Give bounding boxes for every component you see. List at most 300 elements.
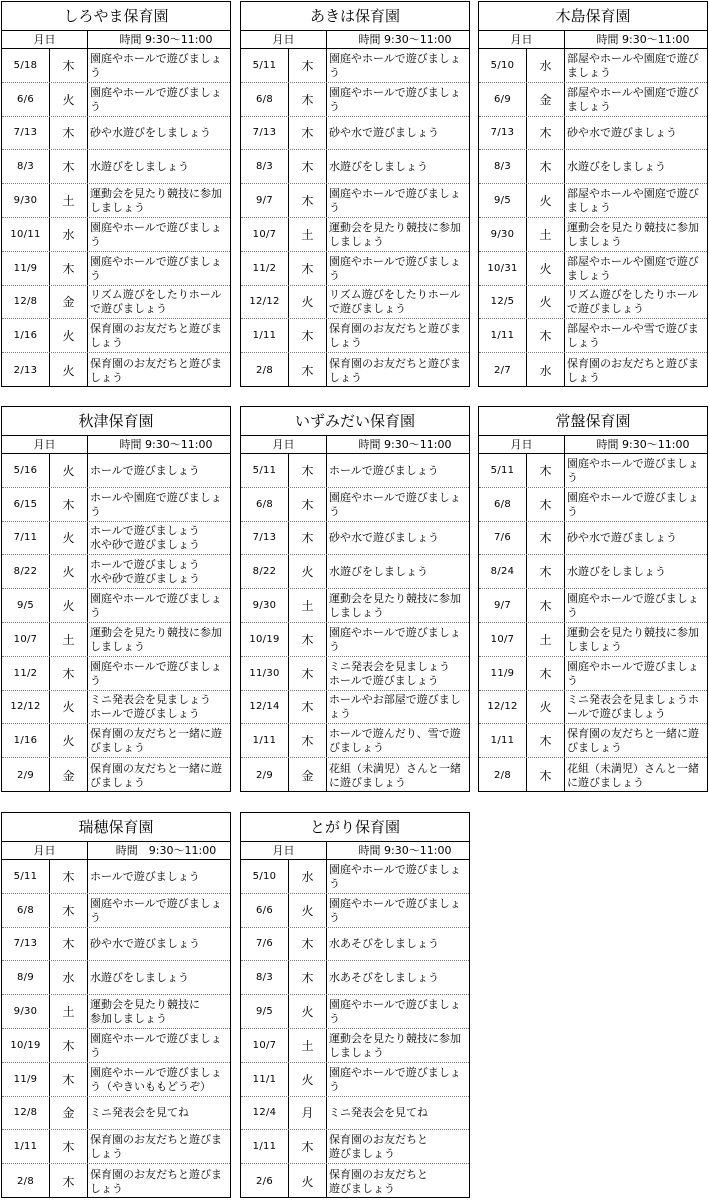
weekday-cell: 木 (289, 353, 327, 387)
date-cell: 7/6 (479, 522, 527, 555)
nursery-name: 木島保育園 (479, 2, 707, 31)
weekday-cell: 金 (50, 1097, 88, 1130)
date-column-header: 月日 (2, 436, 88, 453)
activity-text: 運動会を見たり競技に参加しましょう (329, 1031, 461, 1059)
weekday-cell: 木 (527, 117, 565, 150)
activity-cell (327, 454, 469, 487)
weekday-cell: 火 (50, 353, 88, 387)
table-row (2, 961, 230, 995)
schedule-panel (1, 406, 231, 792)
weekday-cell: 火 (289, 286, 327, 319)
table-body (241, 454, 469, 792)
time-column-header: 時間 9:30～11:00 (596, 438, 690, 451)
activity-text: 部屋やホールや園庭で遊びましょう (567, 85, 699, 113)
date-cell: 11/2 (2, 657, 50, 690)
weekday-cell: 木 (50, 117, 88, 150)
table-row (241, 319, 469, 353)
date-cell: 1/11 (479, 724, 527, 757)
activity-cell (327, 589, 469, 622)
weekday-cell: 木 (289, 488, 327, 521)
time-column-header: 時間 9:30～11:00 (596, 33, 690, 46)
activity-cell (88, 150, 230, 183)
table-row (479, 83, 707, 117)
schedule-panel (1, 812, 231, 1198)
table-row (2, 522, 230, 556)
activity-cell (565, 555, 707, 588)
table-row (241, 758, 469, 792)
activity-cell (565, 286, 707, 319)
weekday-cell: 火 (50, 691, 88, 724)
date-cell: 1/11 (2, 1130, 50, 1163)
activity-text: 保育園の友だちと一緒に遊びましょう (567, 727, 699, 755)
date-cell: 2/6 (241, 1164, 289, 1198)
activity-cell (327, 252, 469, 285)
date-cell: 10/7 (2, 623, 50, 656)
date-cell: 9/30 (241, 589, 289, 622)
activity-cell (88, 961, 230, 994)
activity-cell (88, 1164, 230, 1198)
weekday-cell: 火 (50, 319, 88, 352)
activity-cell (88, 1063, 230, 1096)
activity-cell (565, 252, 707, 285)
date-cell: 5/10 (241, 860, 289, 893)
date-cell: 9/5 (2, 589, 50, 622)
table-row (2, 454, 230, 488)
time-column-header: 時間 9:30～11:00 (358, 844, 452, 857)
activity-cell (88, 724, 230, 757)
date-cell: 8/9 (2, 961, 50, 994)
activity-text: 園庭やホールで遊びましょう (90, 51, 222, 79)
activity-text: 水あそびをしましょう (329, 971, 439, 985)
date-cell: 8/3 (479, 150, 527, 183)
activity-text: 園庭やホールで遊びましょう (329, 862, 461, 890)
table-row (479, 117, 707, 151)
activity-text: 園庭やホールで遊びましょう (90, 85, 222, 113)
table-row (241, 928, 469, 962)
date-cell: 2/8 (479, 758, 527, 792)
date-cell: 12/12 (2, 691, 50, 724)
nursery-name: 常盤保育園 (479, 407, 707, 436)
table-row (241, 184, 469, 218)
activity-text: 花組（未満児）さんと一緒に遊びましょう (567, 761, 699, 789)
table-row (241, 117, 469, 151)
table-row (241, 454, 469, 488)
activity-text: ホールで遊びましょう (90, 463, 200, 477)
date-cell: 5/11 (241, 49, 289, 82)
date-cell: 5/18 (2, 49, 50, 82)
weekday-cell: 水 (289, 860, 327, 893)
activity-text: 水遊びをしましょう (567, 160, 666, 174)
weekday-cell: 木 (50, 1063, 88, 1096)
weekday-cell: 火 (527, 184, 565, 217)
weekday-cell: 木 (50, 488, 88, 521)
weekday-cell: 土 (289, 589, 327, 622)
date-cell: 6/8 (479, 488, 527, 521)
activity-text: ミニ発表会を見ましょう ホールで遊びましょう (90, 693, 211, 721)
date-cell: 5/11 (241, 454, 289, 487)
date-cell: 11/1 (241, 1063, 289, 1096)
table-row (241, 150, 469, 184)
activity-cell (565, 319, 707, 352)
weekday-cell: 水 (50, 961, 88, 994)
table-row (241, 83, 469, 117)
date-cell: 12/5 (479, 286, 527, 319)
table-row (2, 1130, 230, 1164)
weekday-cell: 金 (527, 83, 565, 116)
weekday-cell: 木 (289, 623, 327, 656)
activity-cell (327, 691, 469, 724)
weekday-cell: 木 (289, 961, 327, 994)
date-cell: 12/8 (2, 1097, 50, 1130)
date-cell: 2/7 (479, 353, 527, 387)
schedule-panel (240, 812, 470, 1198)
table-row (2, 928, 230, 962)
weekday-cell: 火 (50, 454, 88, 487)
date-cell: 12/14 (241, 691, 289, 724)
activity-cell (565, 758, 707, 792)
weekday-cell: 月 (289, 1097, 327, 1130)
schedule-panel (240, 1, 470, 387)
table-header (2, 436, 230, 454)
activity-text: ホールやお部屋で遊びましょう (329, 693, 461, 721)
date-cell: 11/2 (241, 252, 289, 285)
activity-cell (88, 1097, 230, 1130)
date-cell: 8/22 (241, 555, 289, 588)
weekday-cell: 金 (50, 758, 88, 792)
table-row (2, 860, 230, 894)
schedule-panel (478, 1, 708, 387)
weekday-cell: 土 (289, 1029, 327, 1062)
table-row (241, 691, 469, 725)
activity-cell (88, 623, 230, 656)
date-cell: 6/8 (241, 83, 289, 116)
table-row (241, 894, 469, 928)
table-row (241, 860, 469, 894)
table-row (479, 555, 707, 589)
table-row (479, 184, 707, 218)
nursery-name: しろやま保育園 (2, 2, 230, 31)
date-cell: 10/7 (479, 623, 527, 656)
weekday-cell: 火 (289, 555, 327, 588)
table-header (479, 31, 707, 49)
activity-text: 園庭やホールで遊びましょう (329, 998, 461, 1026)
date-cell: 10/7 (241, 218, 289, 251)
date-cell: 7/13 (2, 928, 50, 961)
table-row (2, 83, 230, 117)
table-row (2, 150, 230, 184)
table-row (2, 589, 230, 623)
weekday-cell: 土 (289, 218, 327, 251)
table-row (241, 218, 469, 252)
activity-cell (88, 454, 230, 487)
activity-cell (565, 724, 707, 757)
activity-cell (327, 894, 469, 927)
table-row (479, 49, 707, 83)
activity-text: 保育園のお友だちと遊びましょう (90, 1167, 222, 1195)
table-row (479, 691, 707, 725)
weekday-cell: 木 (527, 589, 565, 622)
activity-text: ミニ発表会を見ましょう ホールで遊びましょう (329, 659, 450, 687)
activity-text: 部屋やホールや園庭で遊びましょう (567, 51, 699, 79)
activity-text: 園庭やホールで遊びましょう (567, 490, 699, 518)
activity-text: リズム遊びをしたりホールで遊びましょう (567, 288, 699, 316)
weekday-cell: 木 (289, 49, 327, 82)
table-body (241, 49, 469, 387)
activity-cell (88, 555, 230, 588)
activity-cell (88, 488, 230, 521)
table-header (241, 31, 469, 49)
table-row (2, 1029, 230, 1063)
weekday-cell: 木 (50, 1029, 88, 1062)
activity-cell (88, 218, 230, 251)
date-cell: 1/11 (241, 724, 289, 757)
activity-text: 部屋やホールや雪で遊びましょう (567, 322, 699, 350)
date-cell: 5/16 (2, 454, 50, 487)
weekday-cell: 金 (50, 286, 88, 319)
table-row (241, 657, 469, 691)
activity-cell (88, 353, 230, 387)
date-cell: 10/31 (479, 252, 527, 285)
date-column-header: 月日 (241, 31, 327, 48)
table-row (2, 319, 230, 353)
activity-text: ホールで遊びましょう (90, 869, 200, 883)
weekday-cell: 火 (50, 83, 88, 116)
date-cell: 8/24 (479, 555, 527, 588)
nursery-name: 瑞穂保育園 (2, 813, 230, 842)
weekday-cell: 木 (289, 252, 327, 285)
activity-cell (327, 150, 469, 183)
table-row (2, 1097, 230, 1131)
activity-text: 水遊びをしましょう (90, 971, 189, 985)
table-row (2, 894, 230, 928)
activity-cell (565, 454, 707, 487)
table-row (479, 623, 707, 657)
date-cell: 6/15 (2, 488, 50, 521)
table-header (479, 436, 707, 454)
table-row (2, 218, 230, 252)
activity-text: 運動会を見たり競技に参加しましょう (567, 220, 699, 248)
activity-text: ミニ発表会を見てね (329, 1106, 428, 1120)
activity-cell (327, 1130, 469, 1163)
date-cell: 11/30 (241, 657, 289, 690)
nursery-name: いずみだい保育園 (241, 407, 469, 436)
schedule-panel (478, 406, 708, 792)
activity-text: 水遊びをしましょう (329, 160, 428, 174)
activity-cell (88, 758, 230, 792)
table-row (479, 488, 707, 522)
activity-cell (327, 488, 469, 521)
table-row (2, 623, 230, 657)
activity-text: 保育園のお友だちと遊びましょう (329, 356, 461, 384)
activity-text: 園庭やホールで遊びましょう (329, 51, 461, 79)
activity-cell (88, 691, 230, 724)
table-header (2, 31, 230, 49)
activity-text: 園庭やホールで遊びましょう (567, 456, 699, 484)
weekday-cell: 木 (289, 724, 327, 757)
date-column-header: 月日 (241, 436, 327, 453)
table-row (241, 1164, 469, 1198)
activity-cell (565, 218, 707, 251)
time-column-header: 時間 9:30～11:00 (358, 33, 452, 46)
weekday-cell: 木 (527, 522, 565, 555)
table-row (241, 1029, 469, 1063)
activity-text: 保育園のお友だちと遊びましょう (329, 322, 461, 350)
weekday-cell: 火 (527, 252, 565, 285)
weekday-cell: 水 (527, 49, 565, 82)
activity-text: 砂や水で遊びましょう (567, 531, 677, 545)
activity-text: リズム遊びをしたりホールで遊びましょう (90, 288, 222, 316)
date-cell: 1/16 (2, 319, 50, 352)
activity-cell (565, 691, 707, 724)
nursery-name: 秋津保育園 (2, 407, 230, 436)
activity-text: 砂や水で遊びましょう (90, 937, 200, 951)
activity-text: 保育園のお友だちと遊びましょう (90, 322, 222, 350)
weekday-cell: 火 (289, 894, 327, 927)
date-cell: 6/9 (479, 83, 527, 116)
date-cell: 8/3 (2, 150, 50, 183)
weekday-cell: 木 (527, 555, 565, 588)
date-cell: 10/11 (2, 218, 50, 251)
activity-cell (327, 758, 469, 792)
weekday-cell: 火 (50, 589, 88, 622)
date-cell: 6/6 (2, 83, 50, 116)
weekday-cell: 木 (289, 928, 327, 961)
table-row (479, 252, 707, 286)
table-row (241, 353, 469, 387)
activity-cell (88, 928, 230, 961)
weekday-cell: 水 (527, 353, 565, 387)
date-column-header: 月日 (479, 436, 565, 453)
table-row (2, 555, 230, 589)
activity-text: ミニ発表会を見てね (90, 1106, 189, 1120)
time-column-header: 時間 9:30～11:00 (115, 844, 217, 857)
weekday-cell: 木 (50, 894, 88, 927)
date-cell: 7/13 (241, 117, 289, 150)
date-cell: 11/9 (479, 657, 527, 690)
date-cell: 1/11 (479, 319, 527, 352)
date-cell: 10/19 (241, 623, 289, 656)
table-row (2, 691, 230, 725)
activity-text: 保育園のお友だちと遊びましょう (567, 356, 699, 384)
activity-cell (88, 1130, 230, 1163)
activity-cell (565, 83, 707, 116)
activity-text: ホールで遊びましょう 水や砂で遊びましょう (90, 558, 200, 586)
date-cell: 7/13 (2, 117, 50, 150)
time-column-header: 時間 9:30～11:00 (119, 438, 213, 451)
time-column-header: 時間 9:30～11:00 (119, 33, 213, 46)
activity-cell (565, 184, 707, 217)
nursery-name: あきは保育園 (241, 2, 469, 31)
date-cell: 2/9 (2, 758, 50, 792)
weekday-cell: 火 (289, 1164, 327, 1198)
activity-cell (327, 928, 469, 961)
activity-cell (327, 218, 469, 251)
weekday-cell: 木 (289, 184, 327, 217)
date-cell: 2/13 (2, 353, 50, 387)
date-cell: 9/7 (241, 184, 289, 217)
date-cell: 5/11 (479, 454, 527, 487)
activity-cell (88, 184, 230, 217)
activity-text: 運動会を見たり競技に参加しましょう (329, 220, 461, 248)
activity-text: 園庭やホールで遊びましょう (90, 254, 222, 282)
table-header (241, 436, 469, 454)
weekday-cell: 木 (289, 522, 327, 555)
activity-cell (565, 657, 707, 690)
activity-text: 花組（未満児）さんと一緒に遊びましょう (329, 761, 461, 789)
date-cell: 5/10 (479, 49, 527, 82)
weekday-cell: 木 (289, 117, 327, 150)
activity-cell (88, 319, 230, 352)
weekday-cell: 火 (50, 724, 88, 757)
activity-text: 園庭やホールで遊びましょう (90, 659, 222, 687)
table-row (241, 1130, 469, 1164)
weekday-cell: 木 (527, 758, 565, 792)
activity-text: ホールで遊びましょう 水や砂で遊びましょう (90, 524, 200, 552)
date-cell: 9/30 (2, 184, 50, 217)
date-cell: 12/8 (2, 286, 50, 319)
weekday-cell: 木 (50, 150, 88, 183)
table-row (2, 657, 230, 691)
activity-cell (565, 488, 707, 521)
activity-cell (88, 252, 230, 285)
table-row (241, 724, 469, 758)
table-row (241, 49, 469, 83)
activity-cell (88, 1029, 230, 1062)
date-cell: 8/22 (2, 555, 50, 588)
weekday-cell: 木 (527, 319, 565, 352)
date-cell: 2/8 (241, 353, 289, 387)
date-cell: 11/9 (2, 1063, 50, 1096)
table-row (241, 252, 469, 286)
date-cell: 10/19 (2, 1029, 50, 1062)
weekday-cell: 木 (50, 657, 88, 690)
table-row (2, 252, 230, 286)
date-cell: 7/11 (2, 522, 50, 555)
date-cell: 1/11 (241, 1130, 289, 1163)
table-header (2, 842, 230, 860)
activity-text: ホールや園庭で遊びましょう (90, 490, 222, 518)
date-cell: 2/9 (241, 758, 289, 792)
table-row (241, 522, 469, 556)
activity-text: 水遊びをしましょう (329, 565, 428, 579)
date-cell: 5/11 (2, 860, 50, 893)
schedule-panel (240, 406, 470, 792)
date-cell: 7/6 (241, 928, 289, 961)
weekday-cell: 土 (50, 623, 88, 656)
weekday-cell: 木 (50, 252, 88, 285)
table-body (479, 49, 707, 387)
activity-cell (88, 657, 230, 690)
activity-cell (327, 860, 469, 893)
weekday-cell: 木 (50, 1164, 88, 1198)
activity-text: 水あそびをしましょう (329, 937, 439, 951)
table-body (2, 49, 230, 387)
activity-cell (565, 49, 707, 82)
activity-text: 砂や水遊びをしましょう (90, 126, 211, 140)
activity-text: 園庭やホールで遊びましょう (90, 896, 222, 924)
activity-cell (565, 150, 707, 183)
schedule-panel (1, 1, 231, 387)
weekday-cell: 火 (50, 522, 88, 555)
weekday-cell: 金 (289, 758, 327, 792)
activity-cell (565, 589, 707, 622)
activity-cell (88, 286, 230, 319)
activity-text: 園庭やホールで遊びましょう (329, 896, 461, 924)
activity-text: 保育園のお友だちと遊びましょう (90, 356, 222, 384)
table-row (479, 724, 707, 758)
table-row (479, 150, 707, 184)
activity-cell (565, 353, 707, 387)
